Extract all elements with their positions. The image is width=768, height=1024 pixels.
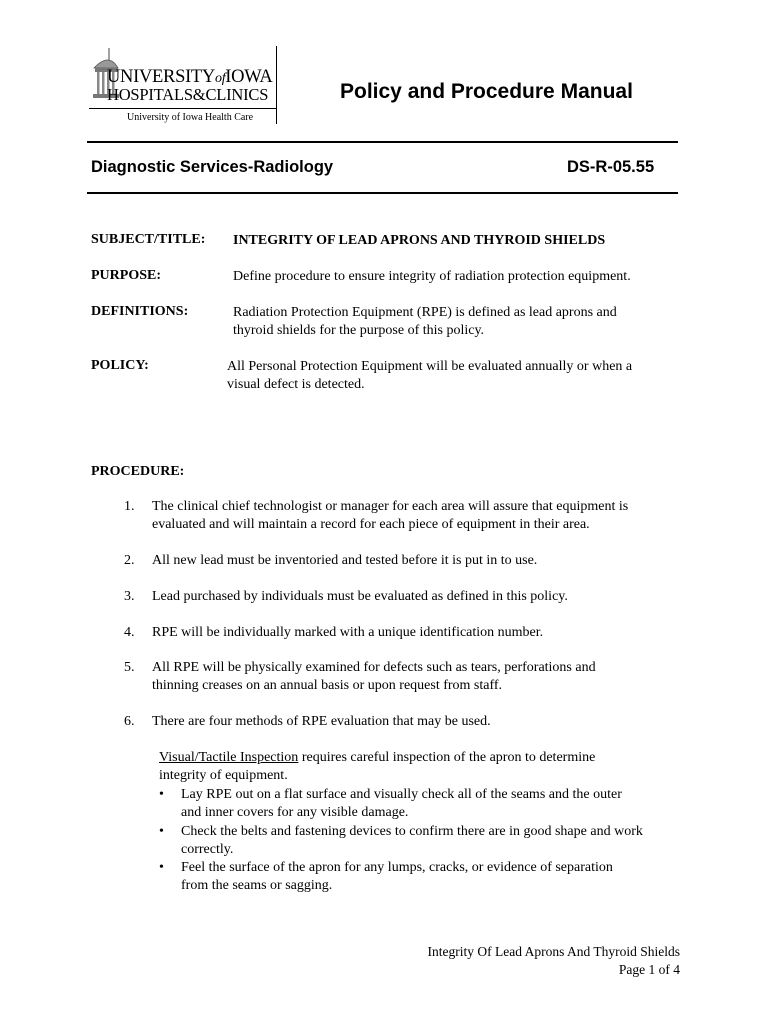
step-number: 2. [124,553,135,568]
step-text-line2: thinning creases on an annual basis or upon request from staff. [152,678,503,693]
procedure-label: PROCEDURE: [91,464,185,479]
bullet-icon: • [159,860,164,875]
page-number: Page 1 of 4 [618,962,680,977]
step-number: 4. [124,625,135,640]
bullet-line2: from the seams or sagging. [181,878,333,893]
purpose-value: Define procedure to ensure integrity of radiation protection equipment. [233,269,631,284]
logo-vertical-rule [276,46,277,124]
step-text-line1: Lead purchased by individuals must be evaluated as defined in this policy. [152,589,568,604]
department-name: Diagnostic Services-Radiology [91,158,334,176]
step-text-line1: All new lead must be inventoried and tested before it is put in to use. [152,553,538,568]
document-id: DS-R-05.55 [567,158,655,176]
page-footer [380,943,680,979]
logo-subtitle: University of Iowa Health Care [127,112,254,123]
definitions-line2: thyroid shields for the purpose of this policy. [233,323,485,338]
step-text-line1: The clinical chief technologist or manager for each area will assure that equipment is [152,499,629,514]
bullet-line1: Feel the surface of the apron for any lumps, cracks, or evidence of separation [181,860,613,875]
logo-line2: HOSPITALS&CLINICS [107,85,269,104]
subject-label: SUBJECT/TITLE: [91,232,206,247]
visual-inspection-intro-line2: integrity of equipment. [159,768,288,783]
purpose-label: PURPOSE: [91,268,161,283]
step-text-line1: All RPE will be physically examined for defects such as tears, perforations and [152,660,596,675]
step-number: 3. [124,589,135,604]
policy-line2: visual defect is detected. [227,377,365,392]
visual-inspection-heading: Visual/Tactile Inspection [159,750,299,765]
definitions-line1: Radiation Protection Equipment (RPE) is defined as lead aprons and [233,305,617,320]
header-rule-top [87,141,678,143]
step-number: 1. [124,499,135,514]
policy-label: POLICY: [91,358,149,373]
logo-divider [89,108,276,109]
bullet-line2: and inner covers for any visible damage. [181,805,409,820]
definitions-label: DEFINITIONS: [91,304,189,319]
bullet-line2: correctly. [181,842,234,857]
step-text-line2: evaluated and will maintain a record for each piece of equipment in their area. [152,517,590,532]
bullet-line1: Lay RPE out on a flat surface and visually check all of the seams and the outer [181,787,622,802]
university-logo [89,46,279,126]
footer-title: Integrity Of Lead Aprons And Thyroid Shields [427,944,680,959]
step-text-line1: There are four methods of RPE evaluation that may be used. [152,714,491,729]
subject-value: INTEGRITY OF LEAD APRONS AND THYROID SHIELDS [233,233,606,248]
policy-line1: All Personal Protection Equipment will be evaluated annually or when a [227,359,633,374]
manual-title: Policy and Procedure Manual [340,80,633,103]
visual-inspection-intro-rest: requires careful inspection of the apron to determine [298,750,596,765]
visual-inspection-intro [159,749,699,785]
step-number: 5. [124,660,135,675]
bullet-line1: Check the belts and fastening devices to confirm there are in good shape and work [181,824,643,839]
header-rule-bottom [87,192,678,194]
logo-line1: UNIVERSITYofIOWA [107,67,273,87]
step-text-line1: RPE will be individually marked with a unique identification number. [152,625,544,640]
step-number: 6. [124,714,135,729]
bullet-icon: • [159,824,164,839]
bullet-icon: • [159,787,164,802]
